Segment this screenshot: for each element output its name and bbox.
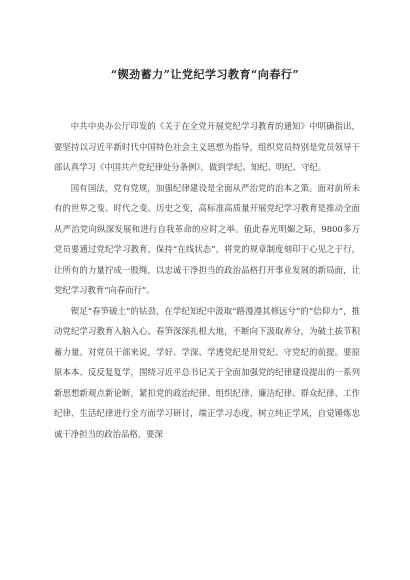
document-body bbox=[54, 116, 360, 444]
paragraph-1: 中共中央办公厅印发的《关于在全党开展党纪学习教育的通知》中明确指出，要坚持以习近平新时代中国特色社会主义思想为指导，组织党员特别是党员领导干部认真学习《中国共产党纪律处分条例》，做到学纪、知纪、明纪、守纪。 bbox=[54, 121, 360, 172]
paragraph-2: 国有国法，党有党规，加强纪律建设是全面从严治党的治本之策。面对前所未有的世界之变、时代之变、历史之变，高标准高质量开展党纪学习教育是推动全面从严治党向纵深发展和进行自我革命的应时之举。值此春光明媚之际，9800多万党员要通过党纪学习教育，保持“在线状态”，将党的规章制度刻印于心见之于行，让所有的力量拧成一股绳，以忠诚干净担当的政治品格打开事业发展的新局面，让党纪学习教育“向春而行”。 bbox=[54, 182, 360, 295]
paragraph-3: 锲足“春笋破土”的钻劲，在学纪知纪中汲取“路漫漫其修远兮”的“信仰力”，推动党纪学习教育入脑入心。春笋深深扎根大地，不断向下汲取养分，为破土拔节积蓄力量。对党员干部来说，学好、学深、学透党纪是用党纪、守党纪的前提。要原原本本、反反复复学，围绕习近平总书记关于全面加强党的纪律建设提出的一系列新思想新观点新论断，紧扣党的政治纪律、组织纪律、廉洁纪律、群众纪律、工作纪律、生活纪律进行全方面学习研讨，端正学习态度，树立纯正学风，自觉锤炼忠诚干净担当的政治品格。要深 bbox=[54, 305, 360, 439]
document-title: “锲劲蓄力”让党纪学习教育“向春行” bbox=[110, 68, 300, 81]
